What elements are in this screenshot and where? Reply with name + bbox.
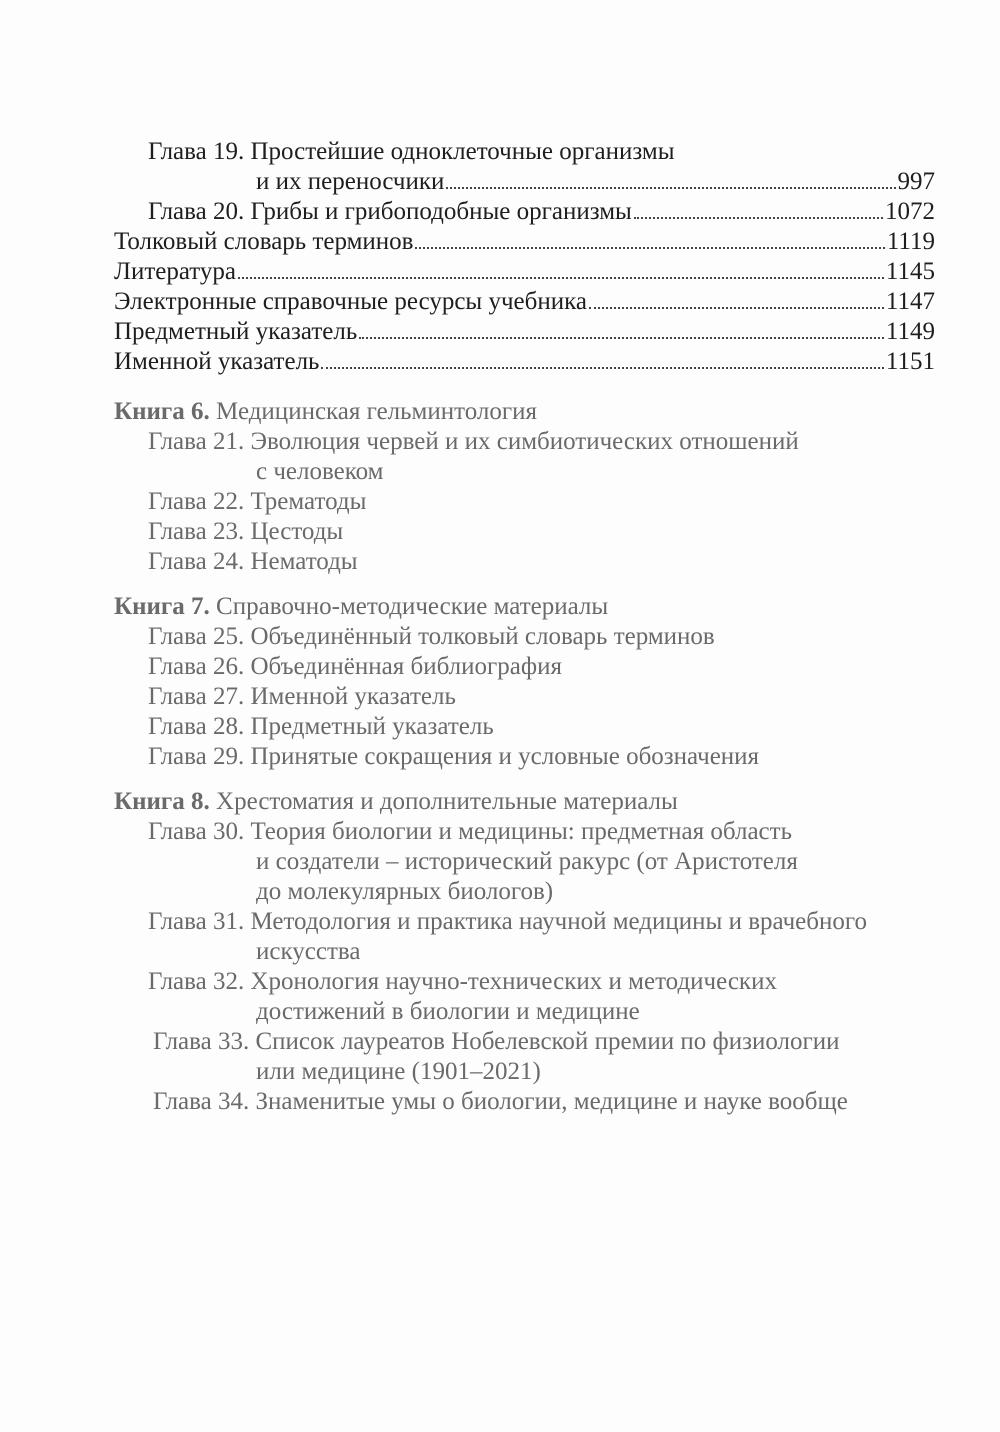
toc-entry-title: Глава 21. Эволюция червей и их симбиотических отношений <box>148 428 799 455</box>
chapter-entry <box>256 997 1000 1027</box>
page-number: 1149 <box>885 318 935 345</box>
book-8-section <box>0 787 1000 1117</box>
chapter-entry <box>148 622 1000 652</box>
chapter-entry <box>153 1087 1000 1117</box>
toc-entry-title: с человеком <box>256 458 384 485</box>
toc-entry-title: до молекулярных биологов) <box>256 878 554 905</box>
chapter-entry <box>148 427 1000 457</box>
page-number: 1145 <box>885 258 935 285</box>
chapter-entry <box>148 682 1000 712</box>
toc-entry-title: Глава 22. Трематоды <box>148 488 367 515</box>
toc-entry <box>114 287 935 317</box>
toc-entry <box>148 137 1000 167</box>
book-7-section <box>0 592 1000 772</box>
toc-entry-title: Глава 24. Нематоды <box>148 548 358 575</box>
dot-leader <box>446 186 895 189</box>
toc-entry-title: Глава 28. Предметный указатель <box>148 713 494 740</box>
toc-entry-title: Глава 33. Список лауреатов Нобелевской премии по физиологии <box>153 1028 840 1055</box>
chapter-entry <box>148 487 1000 517</box>
page-number: 997 <box>897 168 935 195</box>
chapter-entry <box>148 907 1000 937</box>
toc-upper-section <box>0 137 1000 377</box>
chapter-entry <box>148 742 1000 772</box>
chapter-entry <box>256 877 1000 907</box>
dot-leader <box>359 336 884 339</box>
toc-entry-title: Электронные справочные ресурсы учебника <box>114 288 587 315</box>
toc-entry-title: Глава 32. Хронология научно-технических и методических <box>148 968 777 995</box>
toc-entry-title: Глава 19. Простейшие одноклеточные организмы <box>148 138 675 165</box>
page-number: 1072 <box>885 198 935 225</box>
toc-entry-title: Именной указатель <box>114 348 320 375</box>
page-number: 1119 <box>886 228 935 255</box>
toc-entry <box>148 197 935 227</box>
dot-leader <box>321 366 883 369</box>
toc-entry-title: достижений в биологии и медицине <box>256 998 640 1025</box>
toc-entry-title: и создатели – исторический ракурс (от Аристотеля <box>256 848 798 875</box>
toc-entry-title: Глава 31. Методология и практика научной медицины и врачебного <box>148 908 868 935</box>
chapter-entry <box>148 712 1000 742</box>
toc-entry-title: Глава 30. Теория биологии и медицины: предметная область <box>148 818 792 845</box>
book-6-section <box>0 397 1000 577</box>
book-heading <box>114 592 1000 622</box>
toc-entry-title: Глава 29. Принятые сокращения и условные обозначения <box>148 743 760 770</box>
toc-entry <box>114 257 935 287</box>
page-number: 1151 <box>885 348 935 375</box>
chapter-entry <box>148 817 1000 847</box>
toc-entry-title: Глава 20. Грибы и грибоподобные организмы <box>148 198 632 225</box>
toc-entry <box>114 317 935 347</box>
toc-entry-title: искусства <box>256 938 361 965</box>
toc-entry-title: Глава 25. Объединённый толковый словарь терминов <box>148 623 715 650</box>
toc-entry-title: Толковый словарь терминов <box>114 228 414 255</box>
toc-entry-title: Предметный указатель <box>114 318 358 345</box>
chapter-entry <box>148 652 1000 682</box>
chapter-entry <box>148 547 1000 577</box>
book-label: Книга 6. <box>114 398 210 425</box>
book-title: Хрестоматия и дополнительные материалы <box>216 788 678 815</box>
chapter-entry <box>256 937 1000 967</box>
chapter-entry <box>256 847 1000 877</box>
chapter-entry <box>256 1057 1000 1087</box>
toc-entry-title: или медицине (1901–2021) <box>256 1058 541 1085</box>
toc-entry <box>256 167 935 197</box>
page-number: 1147 <box>885 288 935 315</box>
toc-entry <box>114 347 935 377</box>
dot-leader <box>238 276 884 279</box>
toc-entry-title: Глава 26. Объединённая библиография <box>148 653 562 680</box>
dot-leader <box>415 246 884 249</box>
book-label: Книга 7. <box>114 593 210 620</box>
chapter-entry <box>148 967 1000 997</box>
book-title: Справочно-методические материалы <box>216 593 609 620</box>
book-heading <box>114 397 1000 427</box>
dot-leader <box>589 306 884 309</box>
chapter-entry <box>256 457 1000 487</box>
book-title: Медицинская гельминтология <box>216 398 538 425</box>
toc-entry-title: Глава 34. Знаменитые умы о биологии, медицине и науке вообще <box>153 1088 848 1115</box>
chapter-entry <box>148 517 1000 547</box>
chapter-entry <box>153 1027 1000 1057</box>
dot-leader <box>634 216 883 219</box>
toc-entry <box>114 227 935 257</box>
toc-entry-title: Глава 23. Цестоды <box>148 518 344 545</box>
toc-entry-title: Глава 27. Именной указатель <box>148 683 456 710</box>
toc-entry-title: Литература <box>114 258 236 285</box>
book-heading <box>114 787 1000 817</box>
book-label: Книга 8. <box>114 788 210 815</box>
toc-entry-title: и их переносчики <box>256 168 445 195</box>
